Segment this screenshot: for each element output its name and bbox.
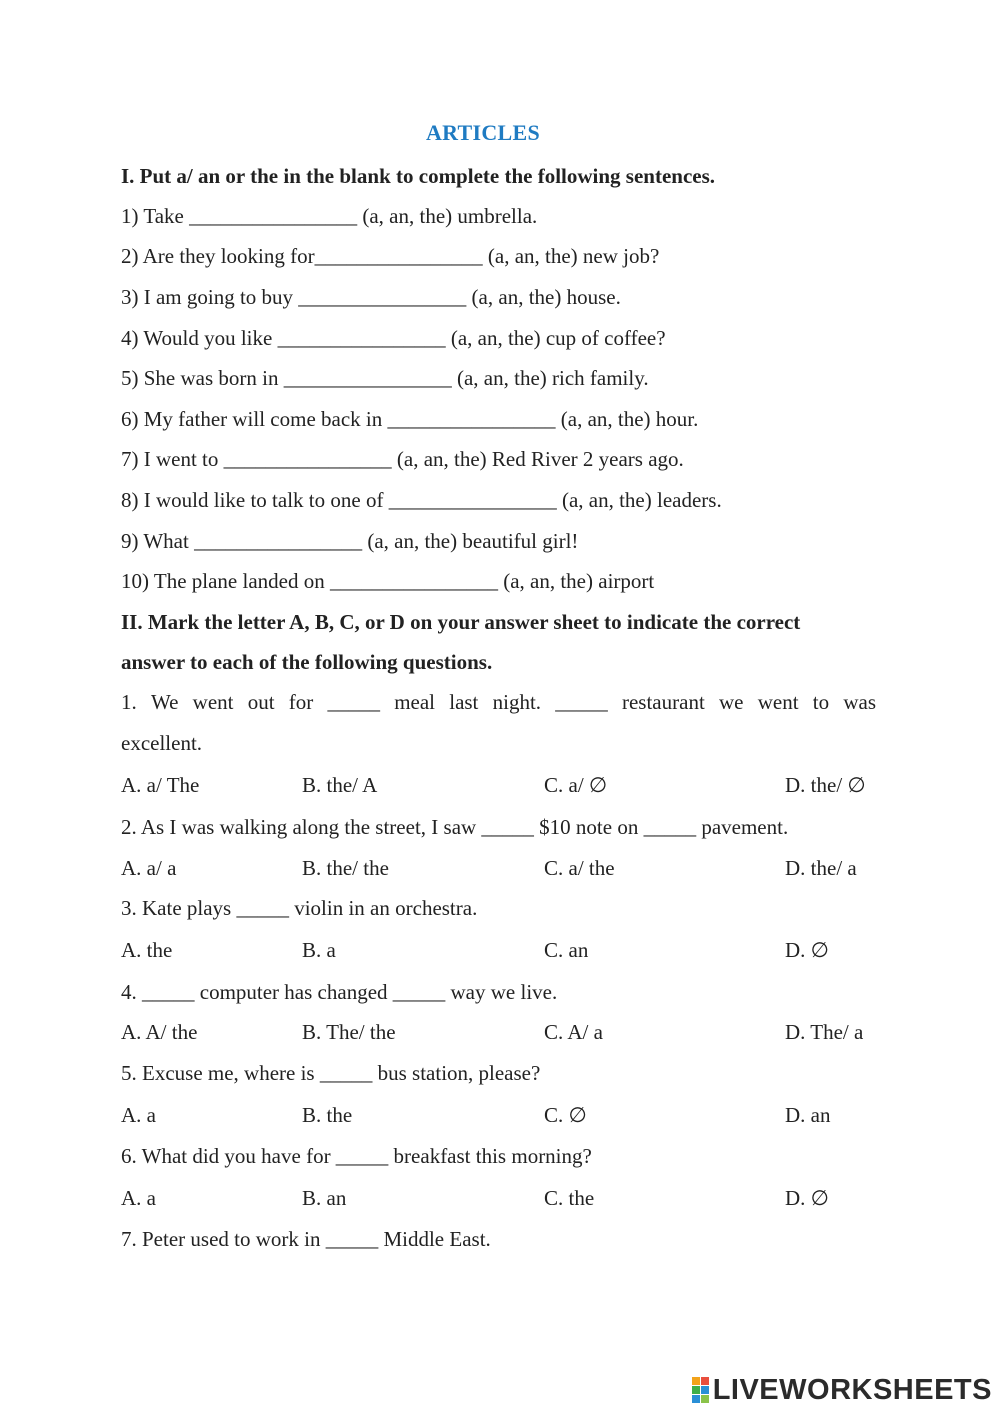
question-7: 7. Peter used to work in _____ Middle East.: [121, 1227, 491, 1251]
exercise-1-item: 6) My father will come back in ________________ (a, an, the) hour.: [121, 407, 699, 431]
question-1-blank: _____: [555, 690, 608, 714]
option-c: C. ∅: [544, 1103, 587, 1127]
question-5-options: [121, 1101, 901, 1129]
option-d: D. ∅: [785, 1186, 829, 1210]
exercise-1-item: 9) What ________________ (a, an, the) beautiful girl!: [121, 529, 579, 553]
option-d: D. an: [785, 1103, 831, 1127]
option-c: C. an: [544, 938, 589, 962]
option-c: C. a/ ∅: [544, 773, 608, 797]
question-1-word: to: [812, 690, 830, 714]
option-c: C. A/ a: [544, 1020, 603, 1044]
question-1-word: meal: [394, 690, 436, 714]
question-1: [121, 688, 876, 716]
liveworksheets-logo: [692, 1373, 992, 1407]
question-1-word: for: [288, 690, 314, 714]
question-1-word: went: [192, 690, 234, 714]
exercise-1-item: 5) She was born in ________________ (a, an, the) rich family.: [121, 366, 649, 390]
liveworksheets-brand-text: LIVEWORKSHEETS: [712, 1373, 992, 1406]
option-d: D. the/ a: [785, 856, 857, 880]
question-3: 3. Kate plays _____ violin in an orchestra.: [121, 896, 478, 920]
option-d: D. the/ ∅: [785, 773, 866, 797]
option-b: B. a: [302, 938, 336, 962]
option-a: A. a/ The: [121, 773, 200, 797]
option-d: D. ∅: [785, 938, 829, 962]
question-1-options: [121, 771, 901, 799]
question-1-word: restaurant: [621, 690, 705, 714]
question-1-word: 1.: [121, 690, 137, 714]
option-c: C. a/ the: [544, 856, 615, 880]
option-a: A. a/ a: [121, 856, 177, 880]
question-1-word: night.: [492, 690, 542, 714]
question-6-options: [121, 1184, 901, 1212]
exercise-1-item: 7) I went to ________________ (a, an, the) Red River 2 years ago.: [121, 447, 684, 471]
section-2-heading-line-1: II. Mark the letter A, B, C, or D on your answer sheet to indicate the correct: [121, 610, 801, 634]
option-b: B. the/ A: [302, 773, 378, 797]
question-5: 5. Excuse me, where is _____ bus station, please?: [121, 1061, 541, 1085]
section-1-heading: I. Put a/ an or the in the blank to complete the following sentences.: [121, 164, 716, 188]
option-a: A. a: [121, 1186, 156, 1210]
question-3-options: [121, 936, 901, 964]
question-1-blank: _____: [327, 690, 380, 714]
question-1-line-2: excellent.: [121, 731, 203, 755]
question-1-word: last: [449, 690, 479, 714]
question-1-word: was: [843, 690, 876, 714]
option-a: A. a: [121, 1103, 156, 1127]
option-d: D. The/ a: [785, 1020, 864, 1044]
question-1-word: We: [150, 690, 179, 714]
question-2: 2. As I was walking along the street, I saw _____ $10 note on _____ pavement.: [121, 815, 789, 839]
page-title: ARTICLES: [425, 120, 541, 145]
option-b: B. the: [302, 1103, 353, 1127]
option-b: B. The/ the: [302, 1020, 396, 1044]
question-1-word: out: [247, 690, 275, 714]
question-4-options: [121, 1018, 901, 1046]
liveworksheets-logo-icon: [692, 1377, 709, 1403]
option-a: A. A/ the: [121, 1020, 198, 1044]
option-a: A. the: [121, 938, 173, 962]
question-1-word: we: [719, 690, 744, 714]
option-b: B. an: [302, 1186, 347, 1210]
exercise-1-item: 3) I am going to buy ________________ (a, an, the) house.: [121, 285, 621, 309]
question-1-word: went: [757, 690, 799, 714]
question-4: 4. _____ computer has changed _____ way we live.: [121, 980, 558, 1004]
exercise-1-item: 4) Would you like ________________ (a, an, the) cup of coffee?: [121, 326, 666, 350]
exercise-1-item: 1) Take ________________ (a, an, the) umbrella.: [121, 204, 538, 228]
question-6: 6. What did you have for _____ breakfast this morning?: [121, 1144, 592, 1168]
option-c: C. the: [544, 1186, 595, 1210]
question-2-options: [121, 854, 901, 882]
exercise-1-item: 10) The plane landed on ________________ (a, an, the) airport: [121, 569, 655, 593]
option-b: B. the/ the: [302, 856, 389, 880]
exercise-1-item: 8) I would like to talk to one of ________________ (a, an, the) leaders.: [121, 488, 722, 512]
exercise-1-item: 2) Are they looking for________________ (a, an, the) new job?: [121, 244, 660, 268]
section-2-heading-line-2: answer to each of the following questions.: [121, 650, 493, 674]
question-1-line-1: [121, 688, 876, 716]
